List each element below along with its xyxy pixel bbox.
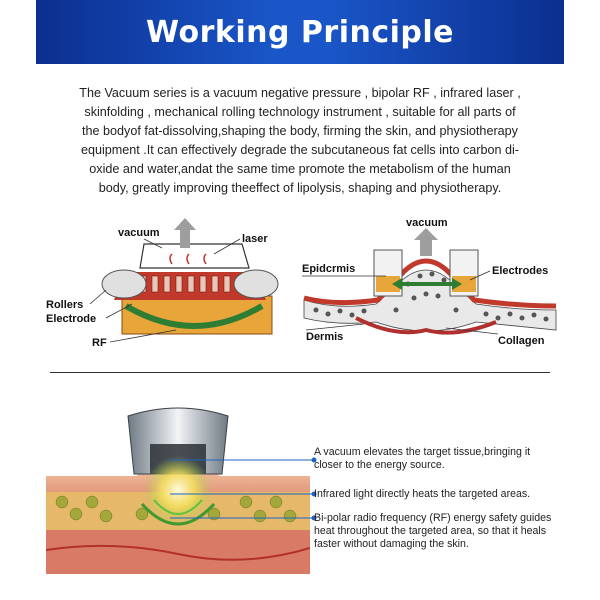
vacuum-arrow — [414, 228, 438, 256]
label-electrodes: Electrodes — [492, 265, 549, 277]
callout-leaders — [170, 404, 320, 574]
intro-line: body, greatly improving theeffect of lipolysis, shaping and physiotherapy. — [98, 181, 502, 195]
label-dermis: Dermis — [306, 331, 344, 343]
title-banner — [36, 0, 564, 64]
intro-paragraph — [44, 84, 556, 198]
right-roller — [234, 270, 278, 298]
label-epidermis: Epidcrmis — [302, 263, 356, 275]
laser-beams — [170, 254, 206, 264]
callouts-panel — [310, 404, 560, 574]
callout-vacuum: A vacuum elevates the target tissue,bringing it closer to the energy source. — [314, 446, 531, 471]
callout-infrared: Infrared light directly heats the targeted areas. — [314, 488, 531, 500]
page-title: Working Principle — [145, 14, 455, 50]
skin-fold-diagram — [296, 214, 566, 354]
label-rollers: Rollers — [46, 299, 84, 311]
label-laser: laser — [242, 233, 268, 245]
section-divider — [50, 372, 550, 373]
label-collagen: Collagen — [498, 335, 545, 347]
label-vacuum: vacuum — [118, 227, 160, 239]
intro-line: skinfolding , mechanical rolling technology instrument , suitable for all parts of — [84, 105, 516, 119]
label-rf: RF — [92, 337, 107, 349]
intro-line: the bodyof fat-dissolving,shaping the body, firming the skin, and physiotherapy — [82, 124, 518, 138]
callout-rf: Bi-polar radio frequency (RF) energy safety guides heat throughout the targeted area, so that it heals faster without damaging the skin. — [314, 512, 552, 550]
label-electrode: Electrode — [46, 313, 97, 325]
left-roller — [102, 270, 146, 298]
roller-head-diagram — [44, 218, 294, 358]
intro-line: The Vacuum series is a vacuum negative pressure , bipolar RF , infrared laser , — [79, 86, 521, 100]
intro-line: oxide and water,andat the same time promote the metabolism of the human — [89, 162, 511, 176]
label-vacuum: vacuum — [406, 217, 448, 229]
intro-line: equipment .It can effectively degrade the subcutaneous fat cells into carbon di- — [80, 143, 520, 157]
head-housing — [140, 244, 249, 268]
